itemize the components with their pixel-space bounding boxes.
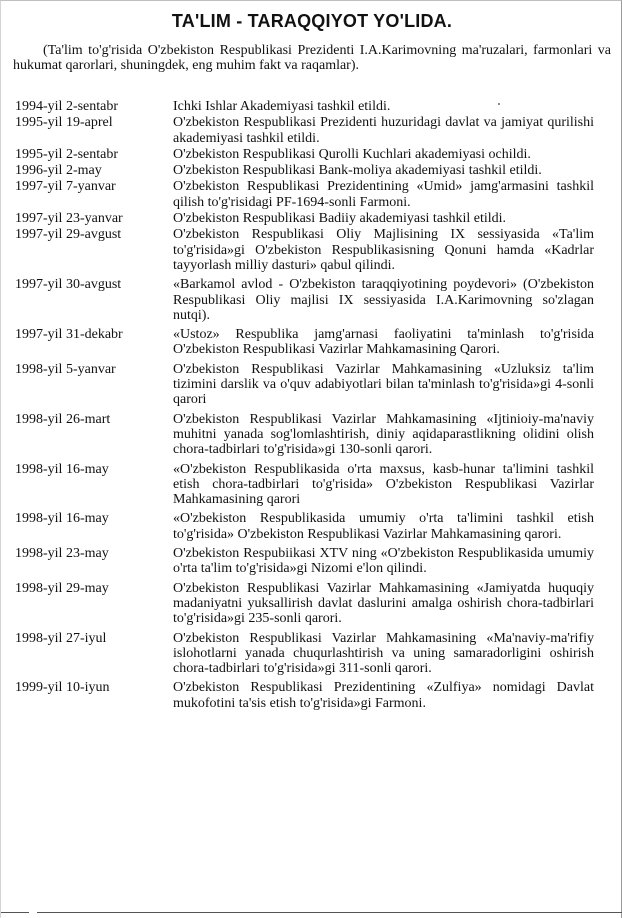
bottom-rule-stub [1,912,29,913]
entry-date: 1996-yil 2-may [15,163,102,179]
list-item [1,163,622,178]
entry-text: O'zbekiston Respublikasi Vazirlar Mahkamasining «Ijtinioiy-ma'naviy muhitni yanada sog'lomlashtirish, diniy aqidaparastlikning olidini olish chora-tadbirlari to'g'risida»gi 130-sonli qarori. [173,411,594,458]
entry-text: O'zbekiston Respublikasi Vazirlar Mahkamasining «Jamiyatda huquqiy madaniyatni yuksallirish davlat daslurini amalga oshirish chora-tadbirlari to'g'risida»gi 235-sonli qarori. [173,580,594,627]
list-item [1,327,622,358]
list-item [1,277,622,323]
page-title: TA'LIM - TARAQQIYOT YO'LIDA. [171,11,453,31]
list-item [1,546,622,577]
entry-text: O'zbekiston Respublikasi Vazirlar Mahkamasining «Uzluksiz ta'lim tizimini darslik va o'quv adabiyotlari bilan ta'minlash to'g'risida»gi 4-sonli qarori [173,361,594,408]
entry-date: 1997-yil 29-avgust [15,227,122,243]
entry-text: O'zbekiston Respublikasi Prezidentining «Umid» jamg'armasini tashkil qilish to'g'risidagi PF-1694-sonli Farmoni. [173,179,594,210]
list-item [1,99,622,114]
entry-date: 1995-yil 19-aprel [15,115,113,131]
list-item [1,147,622,162]
list-item [1,511,622,542]
entry-text: «O'zbekiston Respublikasida o'rta maxsus, kasb-hunar ta'limini tashkil etish chora-tadbirlari to'g'risida» O'zbekiston Respublikasi Vazirlar Mahkamasining qarori [173,461,594,508]
scan-speck [498,103,500,105]
entry-text: O'zbekiston Respublikasi Vazirlar Mahkamasining «Ma'naviy-ma'rifiy islohotlarni yanada chuqurlashtirish va uning samaradorligini oshirish chora-tadbirlari to'g'risida»gi 311-sonli qarori. [173,630,594,677]
entry-text: O'zbekiston Respublikasi Prezidenti huzuridagi davlat va jamiyat qurilishi akademiyasi tashkil etildi. [173,115,594,146]
entry-text: «Ustoz» Respublika jamg'arnasi faoliyatini ta'minlash to'g'risida O'zbekiston Respublikasi Vazirlar Mahkamasining Qarori. [173,327,594,358]
entry-date: 1997-yil 23-yanvar [15,211,123,227]
entry-date: 1998-yil 23-may [15,546,109,562]
entry-date: 1997-yil 30-avgust [15,277,122,293]
entry-text: Ichki Ishlar Akademiyasi tashkil etildi. [173,99,391,114]
entry-date: 1997-yil 31-dekabr [15,327,123,343]
entry-text: «Barkamol avlod - O'zbekiston taraqqiyotining poydevori» (O'zbekiston Respublikasi Oliy majlisi IX sessiyasida I.A.Karimovning so'zlagan nutqi). [173,277,594,323]
bottom-rule [37,912,622,913]
list-item [1,631,622,677]
entry-text: O'zbekiston Respublikasi Prezidentining «Zulfiya» nomidagi Davlat mukofotini ta'sis etish to'g'risida»gi Farmoni. [173,680,594,711]
list-item [1,179,622,210]
intro-paragraph: (Ta'lim to'g'risida O'zbekiston Respublikasi Prezidenti I.A.Karimovning ma'ruzalari, farmonlari va hukumat qarorlari, shuningdek, eng muhim fakt va raqamlar). [13,43,611,73]
list-item [1,227,622,273]
entry-text: O'zbekiston Respubiikasi XTV ning «O'zbekiston Respublikasida umumiy o'rta ta'lim to'g'risida»gi Nizomi e'lon qilindi. [173,546,594,577]
list-item [1,462,622,508]
entry-date: 1995-yil 2-sentabr [15,146,119,162]
list-item [1,362,622,408]
entry-text: «O'zbekiston Respublikasida umumiy o'rta ta'limini tashkil etish to'g'risida» O'zbekiston Respublikasi Vazirlar Mahkamasining qarori. [173,511,594,542]
entry-text: O'zbekiston Respublikasi Qurolli Kuchlari akademiyasi ochildi. [173,146,531,162]
entry-date: 1998-yil 5-yanvar [15,361,116,377]
chronology-list [1,99,622,712]
entry-date: 1997-yil 7-yanvar [15,179,116,195]
list-item [1,412,622,458]
entry-date: 1999-yil 10-iyun [15,680,110,696]
entry-text: O'zbekiston Respublikasi Badiiy akademiyasi tashkil etildi. [173,211,507,227]
list-item [1,581,622,627]
entry-date: 1998-yil 16-may [15,461,109,477]
entry-date: 1998-yil 16-may [15,511,109,527]
entry-date: 1994-yil 2-sentabr [15,99,119,114]
entry-date: 1998-yil 29-may [15,580,109,596]
list-item [1,115,622,146]
entry-date: 1998-yil 26-mart [15,411,111,427]
list-item [1,211,622,226]
entry-text: O'zbekiston Respublikasi Bank-moliya akademiyasi tashkil etildi. [173,163,542,179]
list-item [1,680,622,711]
entry-date: 1998-yil 27-iyul [15,630,107,646]
entry-text: O'zbekiston Respublikasi Oliy Majlisining IX sessiyasida «Ta'lim to'g'risida»gi O'zbekiston Respublikasisning Qonuni hamda «Kadrlar tayyorlash milliy dasturi» qabul qilindi. [173,227,594,273]
